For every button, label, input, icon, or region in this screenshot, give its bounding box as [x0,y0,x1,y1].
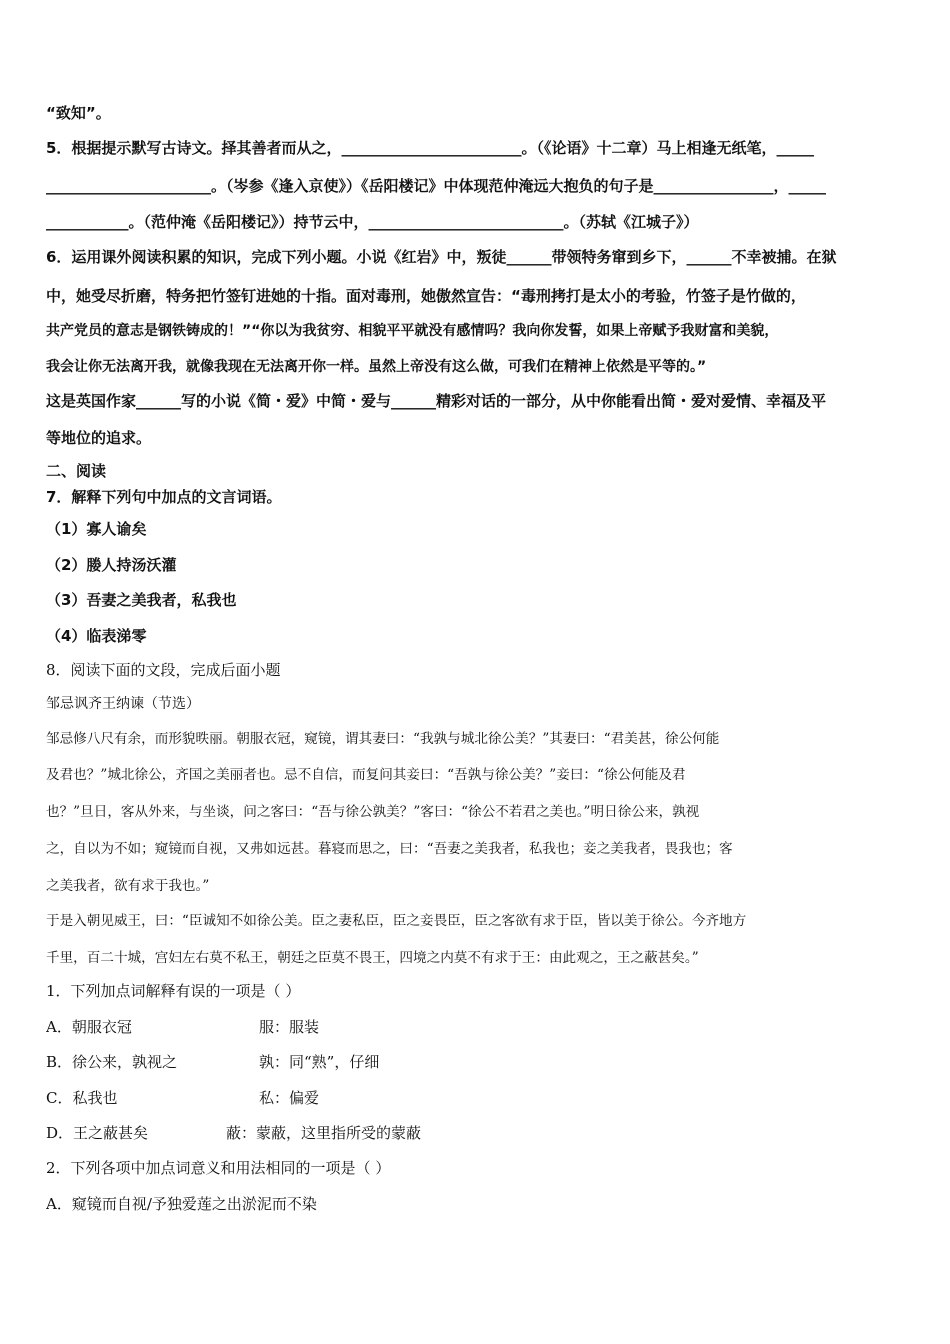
question-6-line-2: 中，她受尽折磨，特务把竹签钉进她的十指。面对毒刑，她傲然宣告：“毒刑拷打是太小的考验，竹签子是竹做的， [46,287,806,305]
section-2-heading: 二、阅读 [46,462,107,480]
question-6-line-3: 共产党员的意志是钢铁铸成的！”“你以为我贫穷、相貌平平就没有感情吗？我向你发誓，如果上帝赋予我财富和美貌， [46,323,779,339]
option-b-left: B．徐公来，孰视之 [46,1053,178,1071]
question-5-line-1: 5．根据提示默写古诗文。择其善者而从之，________________________。（《论语》十二章）马上相逢无纸笔，_____ [46,139,814,157]
question-8: 8．阅读下面的文段，完成后面小题 [46,661,281,679]
subquestion-2-option-a: A．窥镜而自视/予独爱莲之出淤泥而不染 [46,1195,317,1213]
question-5-line-2: ______________________。（岑参《逢入京使》）《岳阳楼记》中体现范仲淹远大抱负的句子是________________，_____ [46,177,827,195]
option-a-right: 服：服装 [259,1018,320,1036]
line-zhizhi: “致知”。 [46,104,111,122]
passage-line-3: 也？”旦日，客从外来，与坐谈，问之客曰：“吾与徐公孰美？”客曰：“徐公不若君之美也。”明日徐公来，孰视 [46,804,700,820]
question-5-line-3: ___________。（范仲淹《岳阳楼记》）持节云中，__________________________。（苏轼《江城子》） [46,213,699,231]
question-7-item-2: （2）媵人持汤沃灌 [46,556,177,574]
option-c-left: C．私我也 [46,1089,118,1107]
option-d-left: D．王之蔽甚矣 [46,1124,149,1142]
question-6-line-6: 等地位的追求。 [46,429,152,447]
passage-line-7: 千里，百二十城，宫妇左右莫不私王，朝廷之臣莫不畏王，四境之内莫不有求于王：由此观之，王之蔽甚矣。” [46,950,699,966]
option-a-left: A．朝服衣冠 [46,1018,132,1036]
question-7-item-3: （3）吾妻之美我者，私我也 [46,591,237,609]
passage-line-2: 及君也？”城北徐公，齐国之美丽者也。忌不自信，而复问其妾曰：“吾孰与徐公美？”妾曰：“徐公何能及君 [46,767,686,783]
question-6-line-4: 我会让你无法离开我，就像我现在无法离开你一样。虽然上帝没有这么做，可我们在精神上依然是平等的。” [46,359,707,375]
option-c-right: 私：偏爱 [259,1089,320,1107]
question-6-line-5: 这是英国作家______写的小说《简・爱》中简・爱与______精彩对话的一部分，从中你能看出简・爱对爱情、幸福及平 [46,392,827,410]
subquestion-2: 2．下列各项中加点词意义和用法相同的一项是（ ） [46,1159,391,1177]
passage-line-6: 于是入朝见威王，曰：“臣诚知不如徐公美。臣之妻私臣，臣之妾畏臣，臣之客欲有求于臣，皆以美于徐公。今齐地方 [46,913,747,929]
question-7-item-4: （4）临表涕零 [46,627,147,645]
passage-line-1: 邹忌修八尺有余，而形貌昳丽。朝服衣冠，窥镜，谓其妻曰：“我孰与城北徐公美？”其妻曰：“君美甚，徐公何能 [46,731,720,747]
subquestion-1: 1．下列加点词解释有误的一项是（ ） [46,982,301,1000]
passage-title: 邹忌讽齐王纳谏（节选） [46,696,200,712]
passage-line-4: 之，自以为不如；窥镜而自视，又弗如远甚。暮寝而思之，曰：“吾妻之美我者，私我也；妾之美我者，畏我也；客 [46,841,733,857]
option-d-right: 蔽：蒙蔽，这里指所受的蒙蔽 [226,1124,422,1142]
question-6-line-1: 6．运用课外阅读积累的知识，完成下列小题。小说《红岩》中，叛徒______带领特务窜到乡下，______不幸被捕。在狱 [46,248,837,266]
option-b-right: 孰：同“熟”，仔细 [259,1053,380,1071]
question-7-item-1: （1）寡人谕矣 [46,520,147,538]
passage-line-5: 之美我者，欲有求于我也。” [46,878,210,894]
question-7: 7．解释下列句中加点的文言词语。 [46,488,282,506]
